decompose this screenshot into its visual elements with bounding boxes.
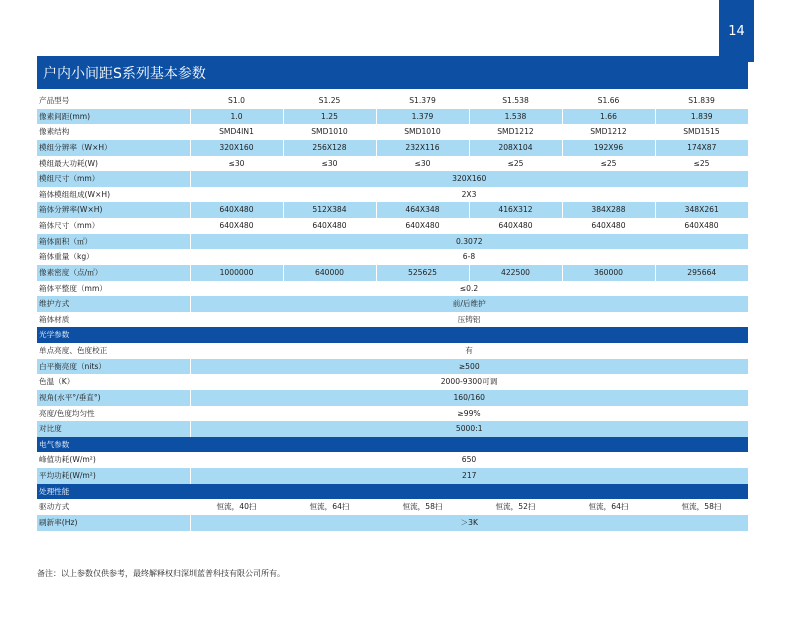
table-cell: 640X480 <box>283 218 376 234</box>
row-label: 模组最大功耗(W) <box>37 156 190 172</box>
table-row <box>37 296 748 312</box>
table-row <box>37 140 748 156</box>
table-row <box>37 374 748 390</box>
table-cell: 217 <box>190 468 748 484</box>
table-cell: 1.25 <box>283 109 376 125</box>
table-row <box>37 187 748 203</box>
table-cell: ≤30 <box>376 156 469 172</box>
table-cell: ≤0.2 <box>190 281 748 297</box>
table-cell: 650 <box>190 452 748 468</box>
table-row <box>37 452 748 468</box>
table-cell: 恒流，58扫 <box>655 499 748 515</box>
table-row <box>37 421 748 437</box>
table-cell: 640X480 <box>655 218 748 234</box>
table-cell: ≤25 <box>469 156 562 172</box>
table-row <box>37 281 748 297</box>
row-label: 亮度/色度均匀性 <box>37 406 190 422</box>
table-cell: 恒流，64扫 <box>283 499 376 515</box>
table-cell: SMD1212 <box>562 124 655 140</box>
table-cell: ＞3K <box>190 515 748 531</box>
page-number: 14 <box>719 0 754 62</box>
table-row <box>37 93 748 109</box>
table-cell: SMD1212 <box>469 124 562 140</box>
row-label: 对比度 <box>37 421 190 437</box>
table-cell: 192X96 <box>562 140 655 156</box>
row-label: 产品型号 <box>37 93 190 109</box>
table-cell: 5000:1 <box>190 421 748 437</box>
row-label: 维护方式 <box>37 296 190 312</box>
table-cell: 1.839 <box>655 109 748 125</box>
table-cell: 640000 <box>283 265 376 281</box>
table-cell: 208X104 <box>469 140 562 156</box>
table-cell: 640X480 <box>376 218 469 234</box>
table-cell: ≤30 <box>190 156 283 172</box>
table-row <box>37 499 748 515</box>
table-cell: SMD4IN1 <box>190 124 283 140</box>
table-row <box>37 156 748 172</box>
table-cell: 232X116 <box>376 140 469 156</box>
table-row <box>37 202 748 218</box>
row-label: 驱动方式 <box>37 499 190 515</box>
table-cell: 6-8 <box>190 249 748 265</box>
table-cell: 2000-9300可调 <box>190 374 748 390</box>
table-cell: 384X288 <box>562 202 655 218</box>
table-cell: 360000 <box>562 265 655 281</box>
table-cell: 512X384 <box>283 202 376 218</box>
table-row <box>37 124 748 140</box>
table-cell: ≤25 <box>562 156 655 172</box>
row-label: 平均功耗(W/m²) <box>37 468 190 484</box>
table-cell: ≤30 <box>283 156 376 172</box>
table-cell: 压铸铝 <box>190 312 748 328</box>
page-title: 户内小间距S系列基本参数 <box>37 56 748 89</box>
table-cell: 1.379 <box>376 109 469 125</box>
table-cell: 恒流，52扫 <box>469 499 562 515</box>
table-cell: 640X480 <box>190 218 283 234</box>
row-label: 色温（K） <box>37 374 190 390</box>
table-cell: 640X480 <box>190 202 283 218</box>
row-label: 箱体模组组成(W×H) <box>37 187 190 203</box>
table-cell: ≥500 <box>190 359 748 375</box>
table-cell: 0.3072 <box>190 234 748 250</box>
row-label: 模组尺寸（mm） <box>37 171 190 187</box>
table-cell: 1.0 <box>190 109 283 125</box>
table-cell: SMD1010 <box>376 124 469 140</box>
table-row <box>37 406 748 422</box>
table-cell: 有 <box>190 343 748 359</box>
table-cell: 422500 <box>469 265 562 281</box>
table-cell: SMD1010 <box>283 124 376 140</box>
row-label: 单点亮度、色度校正 <box>37 343 190 359</box>
table-cell: S1.839 <box>655 93 748 109</box>
table-cell: SMD1515 <box>655 124 748 140</box>
table-row <box>37 171 748 187</box>
table-cell: 160/160 <box>190 390 748 406</box>
table-row <box>37 265 748 281</box>
section-header-row <box>37 484 748 500</box>
table-cell: 525625 <box>376 265 469 281</box>
section-header-row <box>37 437 748 453</box>
row-label: 箱体平整度（mm） <box>37 281 190 297</box>
table-cell: 640X480 <box>562 218 655 234</box>
section-header-row <box>37 327 748 343</box>
row-label: 箱体分辨率(W×H) <box>37 202 190 218</box>
row-label: 像素结构 <box>37 124 190 140</box>
row-label: 箱体尺寸（mm） <box>37 218 190 234</box>
table-row <box>37 109 748 125</box>
table-row <box>37 390 748 406</box>
row-label: 像素间距(mm) <box>37 109 190 125</box>
table-cell: 256X128 <box>283 140 376 156</box>
table-cell: 前/后维护 <box>190 296 748 312</box>
table-cell: 恒流，58扫 <box>376 499 469 515</box>
table-cell: 464X348 <box>376 202 469 218</box>
table-cell: 2X3 <box>190 187 748 203</box>
table-row <box>37 249 748 265</box>
section-title: 处理性能 <box>37 484 748 500</box>
row-label: 箱体材质 <box>37 312 190 328</box>
table-cell: S1.66 <box>562 93 655 109</box>
table-row <box>37 312 748 328</box>
table-cell: ≥99% <box>190 406 748 422</box>
table-cell: 1.66 <box>562 109 655 125</box>
table-cell: S1.538 <box>469 93 562 109</box>
section-title: 电气参数 <box>37 437 748 453</box>
table-row <box>37 515 748 531</box>
row-label: 刷新率(Hz) <box>37 515 190 531</box>
table-cell: 640X480 <box>469 218 562 234</box>
table-cell: 恒流，40扫 <box>190 499 283 515</box>
table-cell: ≤25 <box>655 156 748 172</box>
table-row <box>37 359 748 375</box>
table-cell: 348X261 <box>655 202 748 218</box>
table-cell: S1.25 <box>283 93 376 109</box>
table-cell: 1.538 <box>469 109 562 125</box>
table-cell: 320X160 <box>190 140 283 156</box>
table-cell: 320X160 <box>190 171 748 187</box>
table-cell: 174X87 <box>655 140 748 156</box>
table-row <box>37 218 748 234</box>
table-cell: 恒流，64扫 <box>562 499 655 515</box>
table-cell: 295664 <box>655 265 748 281</box>
table-row <box>37 468 748 484</box>
row-label: 像素密度（点/㎡） <box>37 265 190 281</box>
section-title: 光学参数 <box>37 327 748 343</box>
table-cell: S1.0 <box>190 93 283 109</box>
spec-table <box>37 93 748 531</box>
row-label: 视角(水平°/垂直°) <box>37 390 190 406</box>
footnote: 备注：以上参数仅供参考，最终解释权归深圳蓝普科技有限公司所有。 <box>37 569 285 578</box>
row-label: 箱体面积（㎡） <box>37 234 190 250</box>
table-cell: 1000000 <box>190 265 283 281</box>
table-row <box>37 234 748 250</box>
row-label: 峰值功耗(W/m²) <box>37 452 190 468</box>
table-cell: S1.379 <box>376 93 469 109</box>
row-label: 白平衡亮度（nits） <box>37 359 190 375</box>
row-label: 箱体重量（kg） <box>37 249 190 265</box>
row-label: 模组分辨率（W×H） <box>37 140 190 156</box>
table-row <box>37 343 748 359</box>
table-cell: 416X312 <box>469 202 562 218</box>
